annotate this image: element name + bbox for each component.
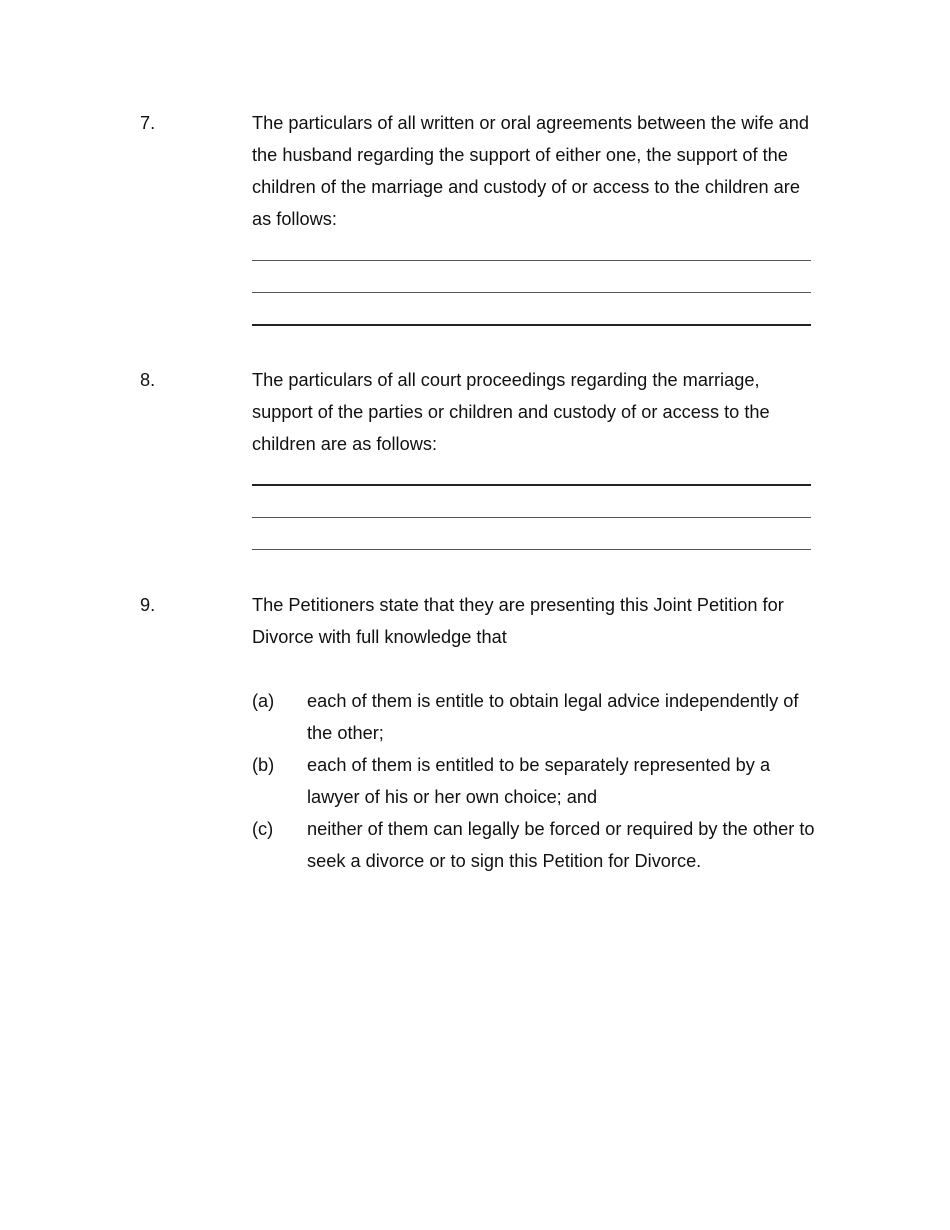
clause-number: 7.	[140, 113, 156, 133]
blank-line[interactable]	[252, 292, 811, 293]
subclause-label: (c)	[252, 819, 274, 839]
subclause-label: (a)	[252, 691, 275, 711]
clause-number: 9.	[140, 595, 156, 615]
clause-text: The particulars of all written or oral agreements between the wife and the husband regarding the support of either one, the support of the children of the marriage and custody of or access to the children are as follows:	[252, 113, 810, 229]
clause-number: 8.	[140, 370, 156, 390]
blank-line[interactable]	[252, 324, 811, 326]
subclause-text: each of them is entitle to obtain legal advice independently of the other;	[307, 691, 799, 743]
subclause-text: neither of them can legally be forced or required by the other to seek a divorce or to sign this Petition for Divorce.	[307, 819, 815, 871]
clause-text: The particulars of all court proceedings regarding the marriage, support of the parties or children and custody of or access to the children are as follows:	[252, 370, 770, 454]
subclause-label: (b)	[252, 755, 275, 775]
blank-line[interactable]	[252, 484, 811, 486]
subclause-text: each of them is entitled to be separately represented by a lawyer of his or her own choice; and	[307, 755, 771, 807]
blank-line[interactable]	[252, 549, 811, 550]
clause-text: The Petitioners state that they are presenting this Joint Petition for Divorce with full knowledge that	[252, 595, 784, 647]
blank-line[interactable]	[252, 260, 811, 261]
blank-line[interactable]	[252, 517, 811, 518]
